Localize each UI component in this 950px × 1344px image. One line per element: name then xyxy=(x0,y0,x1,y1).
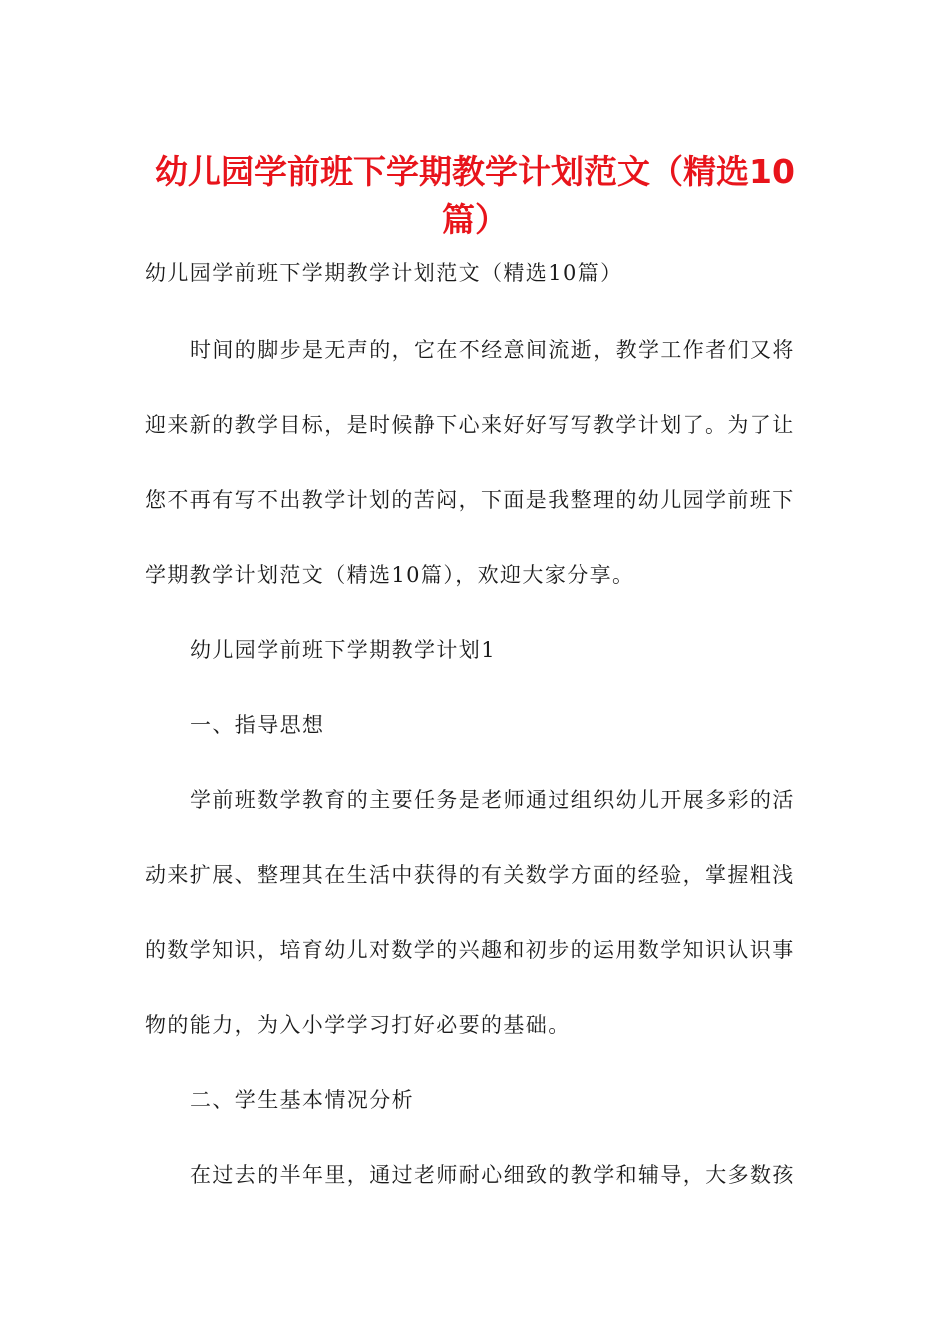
intro-line-1: 时间的脚步是无声的，它在不经意间流逝，教学工作者们又将 xyxy=(190,338,795,362)
document-title: 幼儿园学前班下学期教学计划范文（精选10篇） xyxy=(155,152,795,239)
section1-line-4: 物的能力，为入小学学习打好必要的基础。 xyxy=(145,1013,571,1037)
intro-line-2: 迎来新的教学目标，是时候静下心来好好写写教学计划了。为了让 xyxy=(145,413,795,437)
intro-line-3: 您不再有写不出教学计划的苦闷，下面是我整理的幼儿园学前班下 xyxy=(145,488,795,512)
plan-heading: 幼儿园学前班下学期教学计划1 xyxy=(190,638,496,662)
section1-line-1: 学前班数学教育的主要任务是老师通过组织幼儿开展多彩的活 xyxy=(190,788,795,812)
section2-line-1: 在过去的半年里，通过老师耐心细致的教学和辅导，大多数孩 xyxy=(190,1163,795,1187)
subtitle-line: 幼儿园学前班下学期教学计划范文（精选10篇） xyxy=(145,261,623,285)
section1-line-3: 的数学知识，培育幼儿对数学的兴趣和初步的运用数学知识认识事 xyxy=(145,938,795,962)
section-heading-guiding-thought: 一、指导思想 xyxy=(190,713,325,737)
section1-line-2: 动来扩展、整理其在生活中获得的有关数学方面的经验，掌握粗浅 xyxy=(145,863,795,887)
intro-line-4: 学期教学计划范文（精选10篇），欢迎大家分享。 xyxy=(145,563,635,587)
section-heading-student-analysis: 二、学生基本情况分析 xyxy=(190,1088,414,1112)
